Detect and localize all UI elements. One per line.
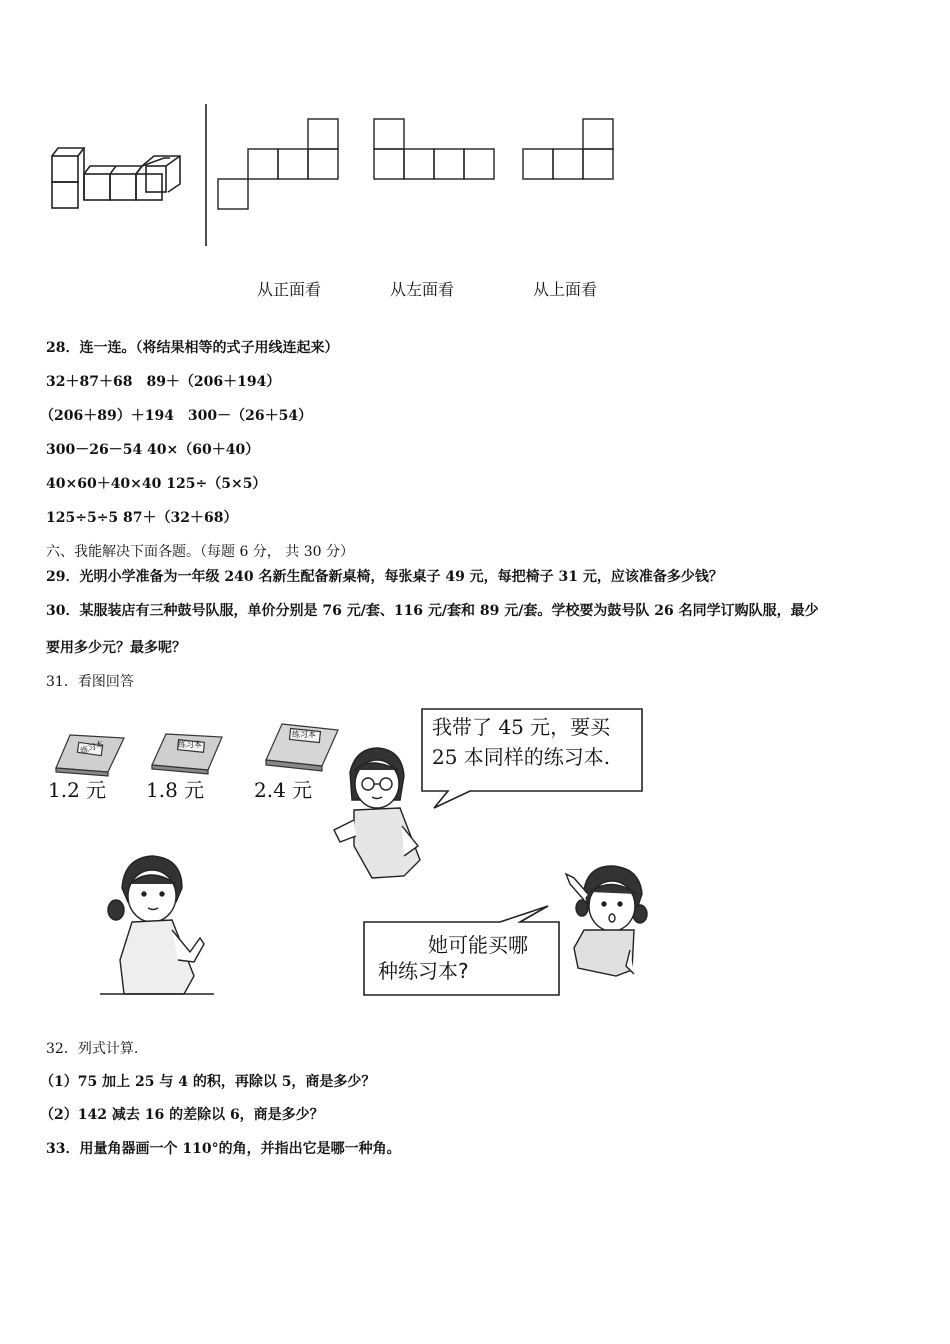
bubble-1-line-1: 我带了 45 元，要买: [432, 715, 611, 739]
q32-sub-2: （2）142 减去 16 的差除以 6，商是多少？: [40, 1107, 324, 1123]
teacher-figure: [334, 748, 420, 878]
notebook-1-cover: 练习本: [79, 739, 105, 756]
q28-title: 28．连一连。（将结果相等的式子用线连起来）: [46, 340, 339, 356]
q28-row-1: 32＋87＋68 89＋（206＋194）: [46, 374, 281, 390]
bubble-2-line-1: 她可能买哪: [428, 933, 528, 957]
cube-solid-figure: [52, 148, 180, 208]
left-view-label: 从左面看: [390, 280, 455, 299]
notebook-2-price: 1.8 元: [146, 778, 205, 802]
q32-title: 32．列式计算.: [46, 1041, 139, 1057]
bubble-1-line-2: 25 本同样的练习本.: [432, 745, 611, 769]
notebook-2-cover: 练习本: [178, 740, 202, 749]
q28-row-4: 40×60＋40×40 125÷（5×5）: [46, 476, 267, 492]
front-view-grid: [218, 119, 338, 209]
notebook-3-cover: 练习本: [292, 730, 316, 739]
q28-row-5: 125÷5÷5 87＋（32＋68）: [46, 510, 238, 526]
q28-row-2: （206＋89）＋194 300－（26＋54）: [40, 408, 313, 424]
top-view-grid: [523, 119, 613, 179]
q29-text: 29．光明小学准备为一年级 240 名新生配备新桌椅，每张桌子 49 元，每把椅子 31 元，应该准备多少钱？: [46, 569, 723, 585]
q31-title: 31．看图回答: [46, 674, 134, 690]
top-view-label: 从上面看: [533, 280, 598, 299]
q28-row-3: 300－26－54 40×（60＋40）: [46, 442, 260, 458]
q33-text: 33．用量角器画一个 110°的角，并指出它是哪一种角。: [46, 1141, 401, 1157]
front-view-label: 从正面看: [257, 280, 322, 299]
girl-figure-left: [100, 856, 214, 994]
q30-line-1: 30．某服装店有三种鼓号队服，单价分别是 76 元/套、116 元/套和 89 元/套。学校要为鼓号队 26 名同学订购队服，最少: [46, 603, 819, 619]
left-view-grid: [374, 119, 494, 179]
bubble-2-line-2: 种练习本?: [378, 959, 469, 983]
section-6-title: 六、我能解决下面各题。（每题 6 分， 共 30 分）: [46, 544, 354, 560]
q30-line-2: 要用多少元？最多呢？: [46, 640, 186, 656]
q32-sub-1: （1）75 加上 25 与 4 的积，再除以 5，商是多少？: [40, 1074, 376, 1090]
notebook-1-price: 1.2 元: [48, 778, 107, 802]
notebook-3-price: 2.4 元: [254, 778, 313, 802]
girl-figure-right: [566, 866, 647, 976]
